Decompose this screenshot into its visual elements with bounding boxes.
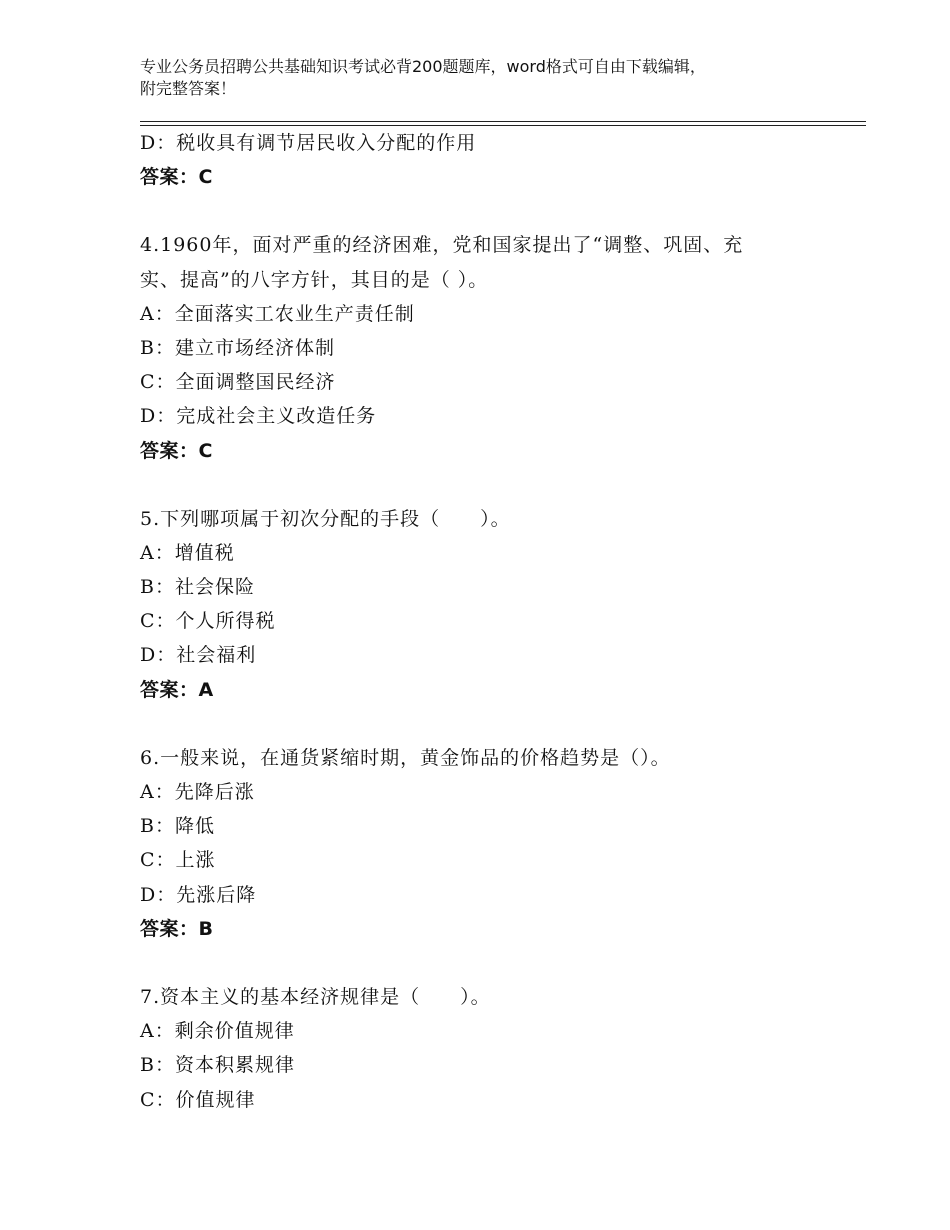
option-b: B：社会保险 xyxy=(140,576,255,599)
header-line-2: 附完整答案！ xyxy=(140,79,237,98)
question-stem-line-2: 实、提高”的八字方针，其目的是（ ）。 xyxy=(140,268,489,291)
question-6 xyxy=(140,741,840,946)
question-5 xyxy=(140,502,840,707)
question-stem-line-1: 4.1960年，面对严重的经济困难，党和国家提出了“调整、巩固、充 xyxy=(140,234,744,257)
option-d: D：税收具有调节居民收入分配的作用 xyxy=(140,132,477,154)
document-header xyxy=(140,56,820,100)
option-c: C：上涨 xyxy=(140,849,216,872)
question-4 xyxy=(140,228,840,467)
option-c: C：个人所得税 xyxy=(140,610,276,633)
option-a: A：全面落实工农业生产责任制 xyxy=(140,302,415,325)
option-a: A：增值税 xyxy=(140,541,235,564)
question-stem: 7.资本主义的基本经济规律是（ ）。 xyxy=(140,985,491,1008)
question-7 xyxy=(140,980,840,1117)
option-d: D：社会福利 xyxy=(140,644,257,667)
option-a: A：先降后涨 xyxy=(140,781,255,803)
answer: 答案：C xyxy=(140,439,213,462)
option-c: C：价值规律 xyxy=(140,1088,256,1111)
option-b: B：降低 xyxy=(140,815,215,838)
option-b: B：建立市场经济体制 xyxy=(140,336,335,359)
question-list xyxy=(140,126,840,1117)
answer: 答案：C xyxy=(140,166,213,189)
header-line-1: 专业公务员招聘公共基础知识考试必背200题题库，word格式可自由下载编辑， xyxy=(140,57,706,76)
question-stem: 6.一般来说，在通货紧缩时期，黄金饰品的价格趋势是（）。 xyxy=(140,746,671,769)
option-b: B：资本积累规律 xyxy=(140,1054,295,1077)
answer: 答案：A xyxy=(140,678,214,701)
option-d: D：先涨后降 xyxy=(140,883,257,906)
option-a: A：剩余价值规律 xyxy=(140,1020,295,1043)
option-d: D：完成社会主义改造任务 xyxy=(140,405,377,428)
question-stem: 5.下列哪项属于初次分配的手段（ ）。 xyxy=(140,507,511,530)
header-rule-top xyxy=(140,121,866,122)
question-3 xyxy=(140,126,840,194)
option-c: C：全面调整国民经济 xyxy=(140,371,336,394)
answer: 答案：B xyxy=(140,917,214,940)
